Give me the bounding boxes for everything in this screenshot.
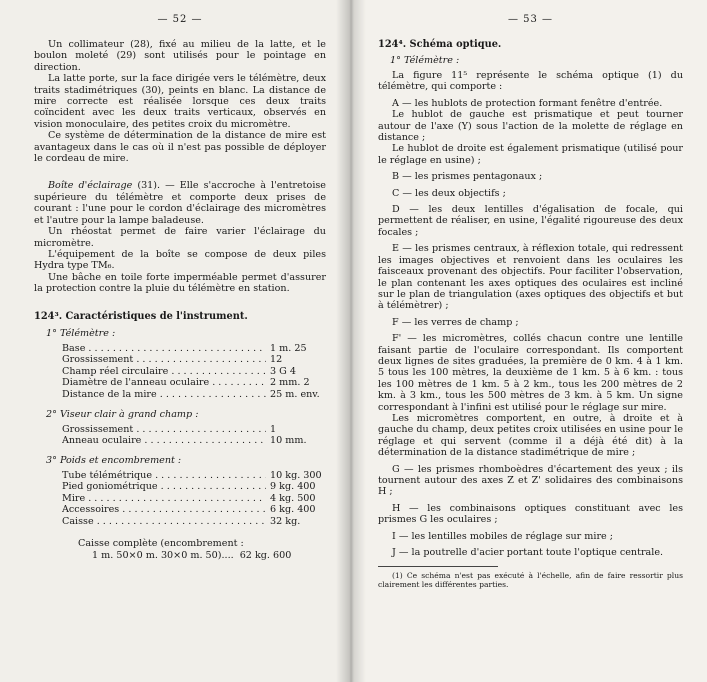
right-page	[350, 0, 707, 682]
total-caisse-complete	[78, 538, 326, 562]
spec-row: Mire . . . 4 kg. 500	[62, 493, 326, 505]
left-page	[0, 0, 350, 682]
item-f: F — les verres de champ ;	[392, 316, 519, 328]
paragraph-systeme: Ce système de détermination de la distance de mire est avantageux dans le cas où il n'est pas possible de déployer le cordeau de mire.	[34, 130, 326, 165]
paragraph-bache	[34, 272, 326, 295]
subheading-viseur: 2° Viseur clair à grand champ :	[46, 408, 199, 420]
item-f-prime: F' — les micromètres, collés chacun contre une lentille faisant partie de l'oculaire correspondant. Ils comportent deux lignes de sites graduées, la première de 0 km. 4 à 1 km. 5 tous les 100 mètres, la deuxième de 1 km. 5 à 6 km. : tous les 100 mètres de 1 km. 5 à 2 km., tous les 200 mètres de 2 km. à 3 km., tous les 500 mètres de 3 km. à 5 km. Un signe correspondant à l'infini est utilisé pour le réglage sur mire.	[378, 333, 683, 413]
item-micrometres: Les micromètres comportent, en outre, à droite et à gauche du champ, deux petites croix utilisées en usine pour le réglage et qui servent (comme il a déjà été dit) à la détermination de la distance stadimétrique de mire ;	[378, 412, 683, 459]
item-a-hublot-droite: Le hublot de droite est également prismatique (utilisé pour le réglage en usine) ;	[378, 143, 683, 166]
spec-row: Champ réel circulaire . . . 3 G 4	[62, 366, 326, 378]
subheading-telemetre-right: 1° Télémètre :	[390, 55, 460, 66]
spec-row: Base . . . 1 m. 25	[62, 343, 326, 355]
paragraph-rheostat: Un rhéostat permet de faire varier l'éclairage du micromètre.	[34, 226, 326, 249]
specs-viseur	[34, 424, 326, 447]
spec-row: Grossissement . . . 1	[62, 424, 326, 436]
spec-row: Pied goniométrique . . . 9 kg. 400	[62, 481, 326, 493]
footnote-rule	[378, 566, 498, 567]
bache-term: Une bâche	[48, 271, 102, 283]
paragraph-collimateur: Un collimateur (28), fixé au milieu de la latte, et le boulon moleté (29) sont utilisés pour le pointage en direction.	[34, 39, 326, 73]
item-b: B — les prismes pentagonaux ;	[392, 171, 543, 183]
section-heading-schema: 124⁴. Schéma optique.	[378, 39, 502, 50]
spec-row: Accessoires . . . 6 kg. 400	[62, 504, 326, 516]
subheading-poids: 3° Poids et encombrement :	[46, 454, 182, 466]
spec-row: Tube télémétrique . . . 10 kg. 300	[62, 470, 326, 482]
boite-eclairage-text: (31). — Elle s'accroche à l'entretoise supérieure du télémètre et comporte deux prises de courant : l'une pour le cordon d'éclairage des micromètres et l'autre pour la lampe baladeuse.	[34, 180, 326, 226]
total-value: 62 kg. 600	[239, 549, 292, 561]
spec-row: Anneau oculaire . . . 10 mm.	[62, 435, 326, 447]
spec-row: Caisse . . . 32 kg.	[62, 516, 326, 528]
total-line-1: Caisse complète (encombrement :	[78, 537, 244, 549]
paragraph-latte: La latte porte, sur la face dirigée vers le télémètre, deux traits stadimétriques (30), peints en blanc. La distance de mire correcte est réalisée lorsque ces deux traits coïncident avec les deux traits verticaux, observés en vision monoculaire, des petites croix du micromètre.	[34, 73, 326, 130]
item-c: C — les deux objectifs ;	[392, 187, 506, 199]
item-g: G — les prismes rhomboèdres d'écartement des yeux ; ils tournent autour des axes Z et Z' solidaires des combinaisons H ;	[378, 463, 683, 498]
paragraph-intro: La figure 11⁵ représente le schéma optique (1) du télémètre, qui comporte :	[378, 70, 683, 93]
item-j: J — la poutrelle d'acier portant toute l'optique centrale.	[392, 547, 664, 559]
item-a-hublot-gauche: Le hublot de gauche est prismatique et peut tourner autour de l'axe (Y) sous l'action de la molette de réglage en distance ;	[378, 109, 683, 144]
subheading-telemetre: 1° Télémètre :	[46, 327, 116, 339]
footnote: (1) Ce schéma n'est pas exécuté à l'échelle, afin de faire ressortir plus clairement les différentes parties.	[378, 571, 683, 590]
boite-eclairage-term: Boîte d'éclairage	[48, 180, 133, 192]
page-number-right: — 53 —	[507, 14, 554, 25]
item-a: A — les hublots de protection formant fenêtre d'entrée.	[392, 97, 663, 109]
total-line-2: 1 m. 50×0 m. 30×0 m. 50)....	[92, 549, 234, 561]
item-e: E — les prismes centraux, à réflexion totale, qui redressent les images objectives et renvoient dans les oculaires les faisceaux provenant des objectifs. Pour faciliter l'observation, le plan contenant les axes optiques des oculaires est incliné sur le plan de triangulation (axes optiques des objectifs et but à télémètrer) ;	[378, 243, 683, 312]
specs-telemetre	[34, 343, 326, 401]
spec-row: Grossissement . . . 12	[62, 354, 326, 366]
section-heading-caracteristiques: 124³. Caractéristiques de l'instrument.	[34, 310, 248, 322]
item-d: D — les deux lentilles d'égalisation de focale, qui permettent de réaliser, en usine, l'égalité rigoureuse des deux focales ;	[378, 204, 683, 238]
spec-row: Diamètre de l'anneau oculaire . . . 2 mm. 2	[62, 377, 326, 389]
page-number-left: — 52 —	[157, 14, 203, 25]
spec-row: Distance de la mire . . . 25 m. env.	[62, 389, 326, 401]
item-i: I — les lentilles mobiles de réglage sur mire ;	[392, 530, 614, 542]
bache-text: en toile forte imperméable permet d'assurer la protection contre la pluie du télémètre en station.	[34, 271, 326, 295]
item-h: H — les combinaisons optiques constituant avec les prismes G les oculaires ;	[378, 502, 683, 526]
paragraph-boite-eclairage	[34, 180, 326, 226]
paragraph-equipement: L'équipement de la boîte se compose de deux piles Hydra type TM₆.	[34, 248, 326, 272]
specs-poids	[34, 470, 326, 528]
